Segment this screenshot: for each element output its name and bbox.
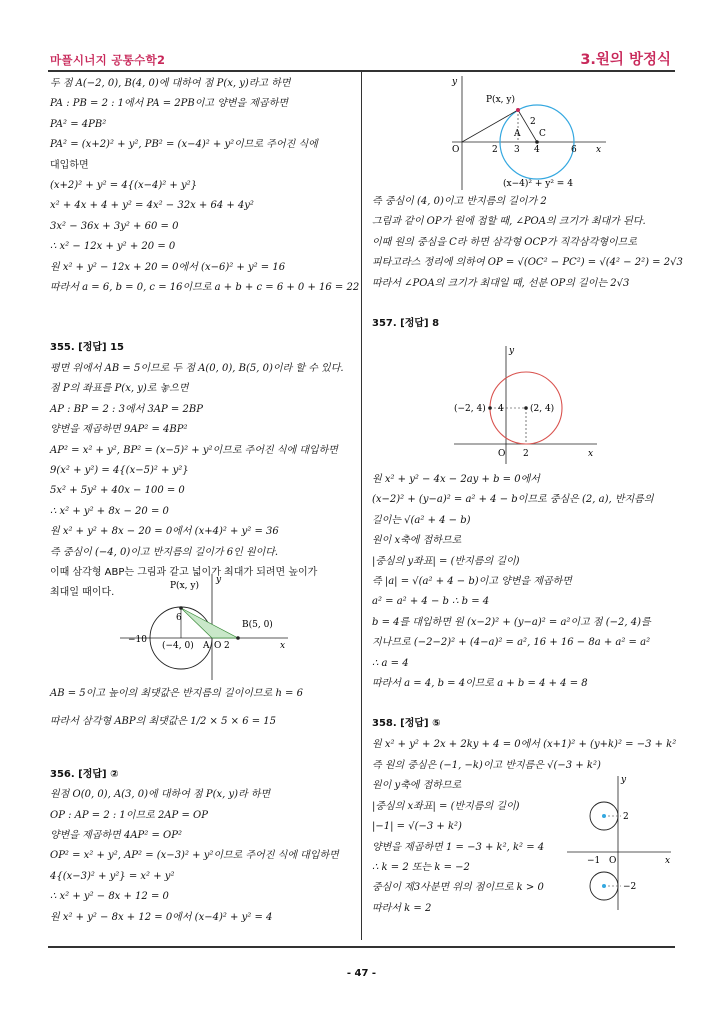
solution-line: (x−2)² + (y−a)² = a² + 4 − b이므로 중심은 (2, a), 반지름의 [372,494,654,506]
solution-line: AB = 5이고 높이의 최댓값은 반지름의 길이이므로 h = 6 [50,688,303,699]
label-two: 2 [492,145,498,155]
point-p [179,606,183,610]
solution-line: 지나므로 (−2−2)² + (4−a)² = a², 16 + 16 − 8a + a² = a² [372,637,651,649]
label-p: P(x, y) [170,581,199,591]
left-column [50,74,360,604]
solution-line: 원 x² + y² − 8x + 12 = 0에서 (x−4)² + y² = 4 [50,911,273,923]
solution-line: 원 x² + y² + 8x − 20 = 0에서 (x+4)² + y² = 36 [50,526,279,538]
label-y: y [216,575,222,585]
label-x: x [280,641,286,651]
solution-line: PA² = 4PB² [50,118,107,130]
problem-357-answer: 357. [정답] 8 [372,318,440,330]
solution-line: 양변을 제곱하면 1 = −3 + k², k² = 4 [372,841,545,853]
solution-line: 원점 O(0, 0), A(3, 0)에 대하여 점 P(x, y)라 하면 [50,789,271,801]
solution-line: 피타고라스 정리에 의하여 OP = √(OC² − PC²) = √(4² − 2²) = 2√3 [372,257,683,269]
label-x: x [596,145,602,155]
solution-line: |중심의 y좌표| = (반지름의 길이) [372,555,520,567]
figure-355 [120,572,290,682]
bottom-rule [48,946,675,948]
solution-line: 즉 원의 중심은 (−1, −k)이고 반지름은 √(−3 + k²) [372,760,601,771]
solution-line: 4{(x−3)² + y²} = x² + y² [50,870,175,882]
solution-line: 대입하면 [50,159,89,171]
solution-line: ∴ a = 4 [372,657,409,669]
right-column-middle [372,470,677,755]
label-x: x [665,856,671,866]
point-b [236,636,240,640]
label-equation: (x−4)² + y² = 4 [503,179,573,189]
figure-356 [448,74,608,192]
label-y: y [621,775,627,785]
solution-line: 따라서 a = 4, b = 4이므로 a + b = 4 + 4 = 8 [372,678,588,690]
point-minus2-4 [488,406,492,410]
label-radius: 2 [530,117,536,127]
label-o: O [498,449,506,459]
solution-line: ∴ x² − 12x + y² + 20 = 0 [50,241,176,253]
label-minus-two: −2 [623,882,637,892]
problem-356-answer: 356. [정답] ② [50,768,119,780]
triangle-abp [181,608,238,638]
solution-line: OP² = x² + y², AP² = (x−3)² + y²이므로 주어진 식에 대입하면 [50,850,339,862]
label-c: C [539,129,546,139]
solution-line: 두 점 A(−2, 0), B(4, 0)에 대하여 점 P(x, y)라고 하면 [50,78,291,89]
solution-line: 원이 x축에 접하므로 [372,535,462,547]
problem-358-answer: 358. [정답] ⑤ [372,718,441,730]
left-column-bottom [50,684,355,928]
label-two: 2 [623,812,629,822]
solution-line: 중심이 제3사분면 위의 점이므로 k > 0 [372,882,544,894]
label-center: (−4, 0) [162,641,194,651]
solution-line: b = 4를 대입하면 원 (x−2)² + (y−a)² = a²이고 점 (−2, 4)를 [372,616,651,628]
label-y: y [509,346,515,356]
solution-line: 원 x² + y² − 12x + 20 = 0에서 (x−6)² + y² = 16 [50,261,286,273]
solution-line: 따라서 a = 6, b = 0, c = 16이므로 a + b + c = 6 + 0 + 16 = 22 [50,282,360,294]
center-point [524,406,528,410]
label-six: 6 [571,145,577,155]
solution-line: 길이는 √(a² + 4 − b) [372,514,471,526]
label-two: 2 [224,641,230,651]
solution-line: |중심의 x좌표| = (반지름의 길이) [372,800,520,812]
label-b: B(5, 0) [242,620,273,630]
solution-line: 양변을 제곱하면 4AP² = OP² [50,830,182,842]
solution-line: 3x² − 36x + 3y² + 60 = 0 [50,220,179,232]
solution-line: x² + 4x + 4 + y² = 4x² − 32x + 64 + 4y² [50,200,254,212]
figure-357 [452,344,602,466]
label-x: x [588,449,594,459]
solution-line: 따라서 k = 2 [372,902,432,914]
solution-line: 즉 중심이 (4, 0)이고 반지름의 길이가 2 [372,196,547,207]
label-o: O [214,641,222,651]
right-column-top [372,192,683,334]
solution-line: 이때 삼각형 ABP는 그림과 같고 넓이가 최대가 되려면 높이가 [50,566,318,578]
solution-line: ∴ x² + y² + 8x − 20 = 0 [50,505,169,517]
solution-line: |−1| = √(−3 + k²) [372,821,462,833]
solution-line: 양변을 제곱하면 9AP² = 4BP² [50,424,188,436]
right-column-bottom [372,756,601,919]
solution-line: 원 x² + y² + 2x + 2ky + 4 = 0에서 (x+1)² + (y+k)² = −3 + k² [372,738,677,750]
label-four: 4 [534,145,540,155]
solution-line: 이때 원의 중심을 C라 하면 삼각형 OCP가 직각삼각형이므로 [372,236,638,248]
solution-line: 5x² + 5y² + 40x − 100 = 0 [50,485,185,497]
solution-line: AP : BP = 2 : 3에서 3AP = 2BP [50,403,203,415]
solution-line: 따라서 ∠POA의 크기가 최대일 때, 선분 OP의 길이는 2√3 [372,277,630,289]
column-divider [361,72,362,940]
label-minus-one: −1 [587,856,601,866]
solution-line: a² = a² + 4 − b ∴ b = 4 [372,596,490,608]
tangent-op [462,110,518,142]
solution-line: 원이 y축에 접하므로 [372,780,462,792]
label-minus10: −10 [128,635,147,645]
label-four: 4 [498,404,504,414]
label-a: A [203,641,210,651]
page-number: - 47 - [346,968,377,979]
header-book-title: 마플시너지 공통수학2 [50,53,166,67]
solution-line: 9(x² + y²) = 4{(x−5)² + y²} [50,464,189,476]
solution-line: 평면 위에서 AB = 5이므로 두 점 A(0, 0), B(5, 0)이라 할 수 있다. [50,362,344,374]
solution-line: 따라서 삼각형 ABP의 최댓값은 1/2 × 5 × 6 = 15 [50,716,277,728]
point-c [535,140,539,144]
figure-358 [565,772,675,912]
solution-line: OP : AP = 2 : 1이므로 2AP = OP [50,809,208,821]
solution-line: AP² = x² + y², BP² = (x−5)² + y²이므로 주어진 식에 대입하면 [50,444,338,456]
solution-line: (x+2)² + y² = 4{(x−4)² + y²} [50,180,197,192]
label-o: O [452,145,460,155]
solution-line: 원 x² + y² − 4x − 2ay + b = 0에서 [372,474,540,485]
point-p [516,108,520,112]
center-upper [602,814,606,818]
solution-line: 최대일 때이다. [50,587,115,599]
label-left-point: (−2, 4) [454,404,486,414]
label-three: 3 [514,145,520,155]
problem-355-answer: 355. [정답] 15 [50,342,125,354]
solution-line: 즉 중심이 (−4, 0)이고 반지름의 길이가 6인 원이다. [50,546,279,558]
label-o: O [609,856,617,866]
label-p: P(x, y) [486,95,515,105]
solution-line: PA² = (x+2)² + y², PB² = (x−4)² + y²이므로 주어진 식에 [50,139,318,151]
solution-line: 즉 |a| = √(a² + 4 − b)이고 양변을 제곱하면 [372,576,572,588]
solution-line: 점 P의 좌표를 P(x, y)로 놓으면 [50,383,189,395]
label-a: A [514,129,521,139]
solution-line: ∴ x² + y² − 8x + 12 = 0 [50,891,169,903]
center-lower [602,884,606,888]
label-center: (2, 4) [530,404,555,414]
solution-line: ∴ k = 2 또는 k = −2 [372,862,470,874]
label-two: 2 [523,449,529,459]
header-chapter-title: 3.원의 방정식 [580,52,671,68]
label-y: y [452,77,458,87]
solution-line: 그림과 같이 OP가 원에 접할 때, ∠POA의 크기가 최대가 된다. [372,216,646,228]
solution-line: PA : PB = 2 : 1에서 PA = 2PB이고 양변을 제곱하면 [50,98,289,110]
label-height: 6 [176,613,182,623]
